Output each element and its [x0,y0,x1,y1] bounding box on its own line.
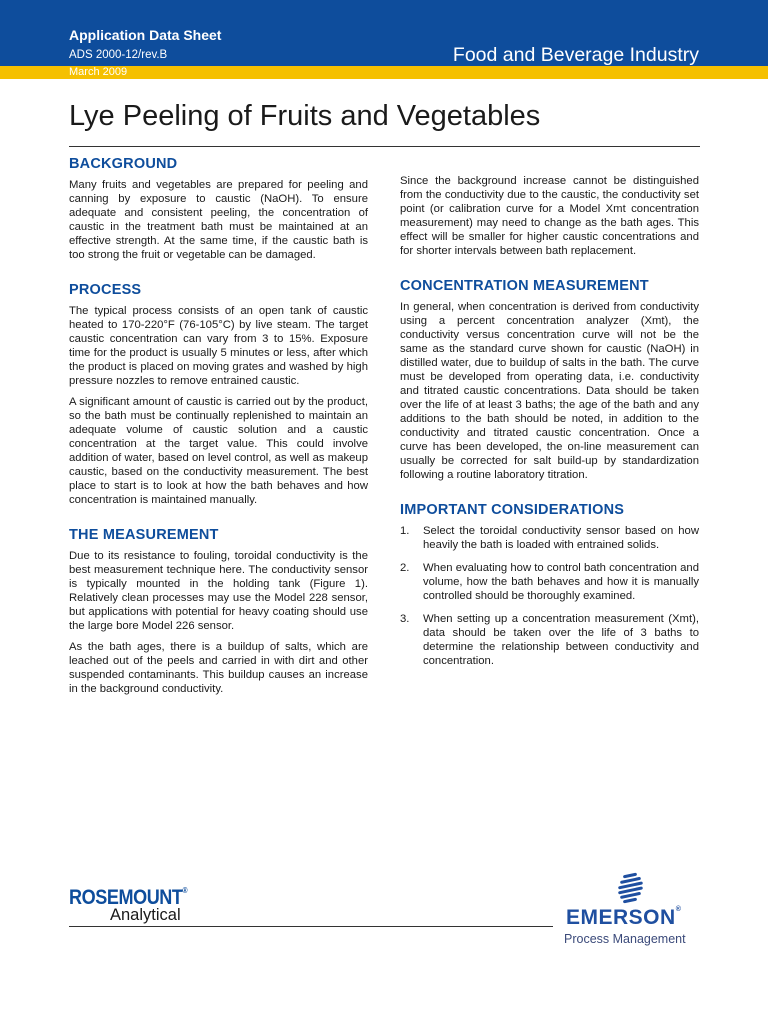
emerson-globe-icon [614,872,648,906]
emerson-logo [566,906,681,930]
background-heading: BACKGROUND [69,156,178,172]
background-section [69,156,368,262]
emerson-subtitle: Process Management [564,932,686,946]
left-column [69,156,368,716]
emerson-wordmark: EMERSON [566,906,676,929]
list-item-text: When evaluating how to control bath concentration and volume, how the bath behaves and how it is manually controlled should be thoroughly examined. [423,562,699,602]
footer-divider [69,926,553,927]
concentration-section [400,278,699,482]
process-paragraph-2: A significant amount of caustic is carried out by the product, so the bath must be continually replenished to maintain an adequate volume of caustic solution and a caustic concentration at the target value. This could involve addition of water, based on level control, as well as makeup caustic, based on the conductivity measurement. The best place to start is to look at how the bath behaves and how concentration is maintained manually. [69,396,368,506]
page-title: Lye Peeling of Fruits and Vegetables [69,100,541,132]
registered-mark: ® [182,886,188,895]
list-item [400,524,699,552]
process-heading: PROCESS [69,282,142,298]
industry-label: Food and Beverage Industry [452,44,699,66]
list-item-number: 2. [400,562,410,574]
doc-type-label: Application Data Sheet [69,27,222,43]
considerations-list [400,524,699,668]
considerations-section [400,502,699,668]
process-paragraph-1: The typical process consists of an open tank of caustic heated to 170-220°F (76-105°C) by live steam. The target caustic concentration can vary from 3 to 15%. Exposure time for the product is usually 5 minutes or less, after which the product is placed on moving grates and washed by high pressure nozzles to remove entrained caustic. [69,305,368,387]
doc-date: March 2009 [69,66,128,78]
rosemount-wordmark: ROSEMOUNT [69,886,183,909]
process-section [69,282,368,507]
intro-paragraph: Since the background increase cannot be distinguished from the conductivity due to the caustic, the conductivity set point (or calibration curve for a Model Xmt concentration measurement) may need to change as the bath ages. This effect will be smaller for higher caustic concentrations and for shorter intervals between bath replacement. [400,175,699,257]
right-column [400,174,699,688]
measurement-paragraph-1: Due to its resistance to fouling, toroidal conductivity is the best measurement technique here. The conductivity sensor is typically mounted in the holding tank (Figure 1). Relatively clean processes may use the Model 228 sensor, but applications with potential for heavy coating should use the large bore Model 226 sensor. [69,550,368,632]
background-paragraph: Many fruits and vegetables are prepared for peeling and canning by exposure to caustic (NaOH). To ensure adequate and consistent peeling, the concentration of caustic in the treatment bath must be maintained at an effective strength. At the same time, if the caustic bath is too strong the fruit or vegetable can be damaged. [69,179,368,261]
concentration-heading: CONCENTRATION MEASUREMENT [400,278,649,294]
doc-number: ADS 2000-12/rev.B [69,49,168,61]
list-item [400,561,699,603]
measurement-heading: THE MEASUREMENT [69,527,219,543]
list-item-number: 3. [400,613,410,625]
list-item-number: 1. [400,525,410,537]
measurement-paragraph-2: As the bath ages, there is a buildup of salts, which are leached out of the peels and carried in with dirt and other suspended contaminants. This buildup causes an increase in the background conductivity. [69,641,368,695]
registered-mark: ® [675,906,682,913]
list-item-text: Select the toroidal conductivity sensor based on how heavily the bath is loaded with entrained solids. [423,525,699,551]
intro-section [400,174,699,258]
list-item-text: When setting up a concentration measurement (Xmt), data should be taken over the life of 3 baths to determine the relationship between conductivity and concentration. [423,613,699,667]
title-divider [69,146,700,147]
considerations-heading: IMPORTANT CONSIDERATIONS [400,502,625,518]
list-item [400,612,699,668]
measurement-section [69,527,368,696]
concentration-paragraph: In general, when concentration is derived from conductivity using a percent concentration analyzer (Xmt), the conductivity versus concentration curve will not be the same as the standard curve shown for caustic (NaOH) in distilled water, due to buildup of salts in the bath. The curve must be developed from operating data, i.e. conductivity and titrated caustic concentrations. Data should be taken over the life of at least 3 baths; the age of the bath and any additions to the bath should be noted, in addition to the conductivity and titrated caustic concentration. Once a curve has been developed, the on-line measurement can usually be corrected for salt build-up by standardization following a routine laboratory titration. [400,301,699,481]
rosemount-subtitle: Analytical [110,906,181,924]
